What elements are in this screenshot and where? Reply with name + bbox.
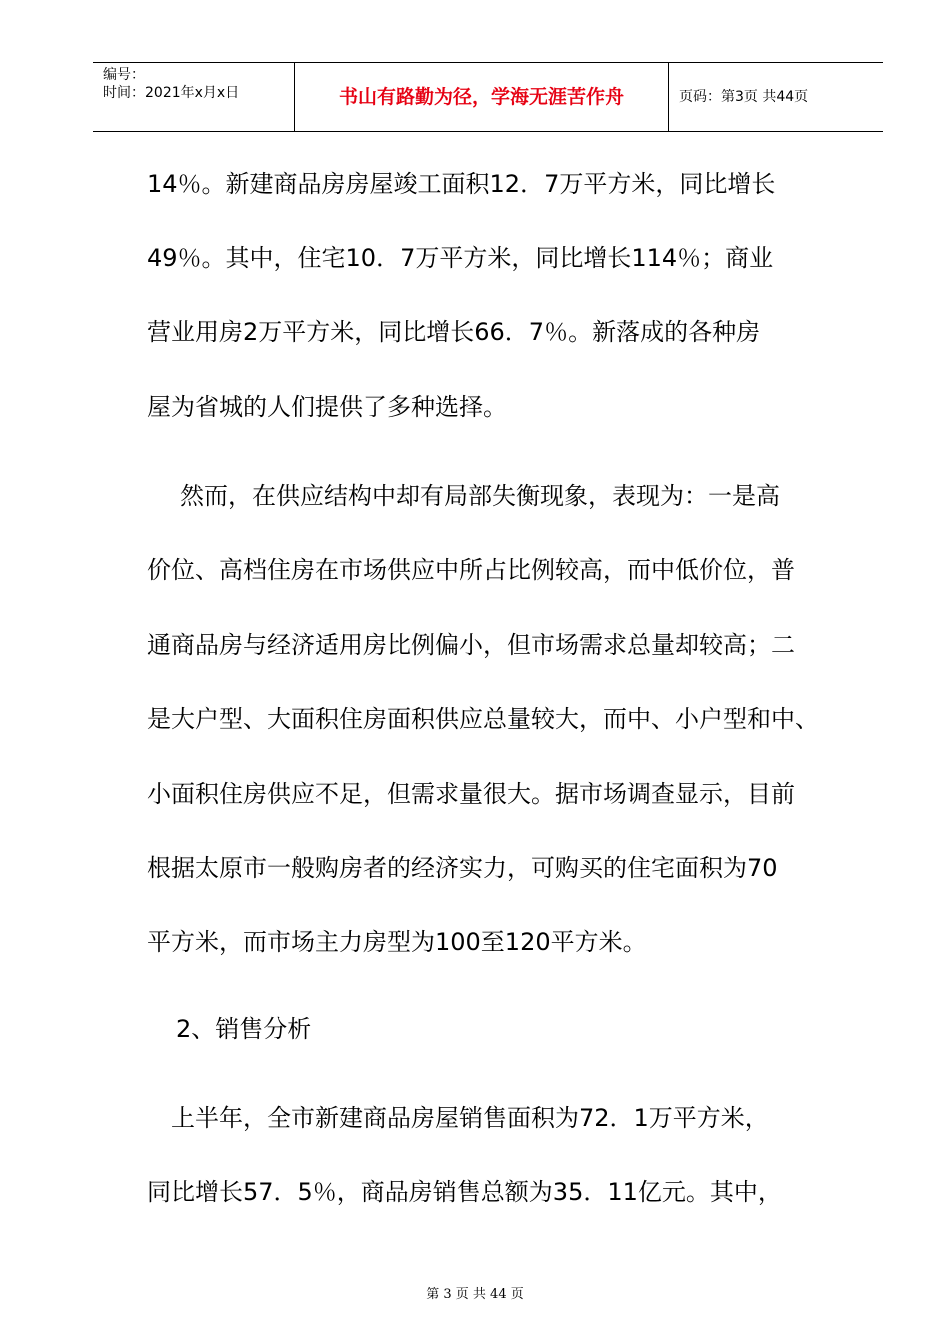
document-time-label: 时间：2021年x月x日 <box>103 85 240 101</box>
body-line: 同比增长57．5％，商品房销售总额为35．11亿元。其中， <box>147 1178 782 1206</box>
body-line: 然而，在供应结构中却有局部失衡现象，表现为：一是高 <box>180 482 780 510</box>
body-line: 平方米，而市场主力房型为100至120平方米。 <box>147 928 647 956</box>
body-line: 是大户型、大面积住房面积供应总量较大，而中、小户型和中、 <box>147 705 819 733</box>
header-page-cell <box>669 63 883 131</box>
body-line: 14％。新建商品房房屋竣工面积12．7万平方米，同比增长 <box>147 170 776 198</box>
header-page-info: 页码：第3页 共44页 <box>679 89 809 105</box>
section-heading: 2、销售分析 <box>176 1015 312 1043</box>
body-line: 屋为省城的人们提供了多种选择。 <box>147 393 507 421</box>
body-line: 价位、高档住房在市场供应中所占比例较高，而中低价位，普 <box>147 556 795 584</box>
header-motto-cell <box>295 63 669 131</box>
page-footer-number: 第 3 页 共 44 页 <box>426 1287 524 1302</box>
body-line: 小面积住房供应不足，但需求量很大。据市场调查显示，目前 <box>147 780 795 808</box>
body-line: 营业用房2万平方米，同比增长66．7％。新落成的各种房 <box>147 318 761 346</box>
header-meta-cell <box>93 63 295 131</box>
document-number-label: 编号： <box>103 67 145 83</box>
body-line: 上半年，全市新建商品房屋销售面积为72．1万平方米， <box>171 1104 769 1132</box>
body-line: 49％。其中，住宅10．7万平方米，同比增长114％；商业 <box>147 244 774 272</box>
body-line: 通商品房与经济适用房比例偏小，但市场需求总量却较高；二 <box>147 631 795 659</box>
header-motto: 书山有路勤为径，学海无涯苦作舟 <box>338 86 624 108</box>
page-header <box>93 62 883 132</box>
body-line: 根据太原市一般购房者的经济实力，可购买的住宅面积为70 <box>147 854 778 882</box>
